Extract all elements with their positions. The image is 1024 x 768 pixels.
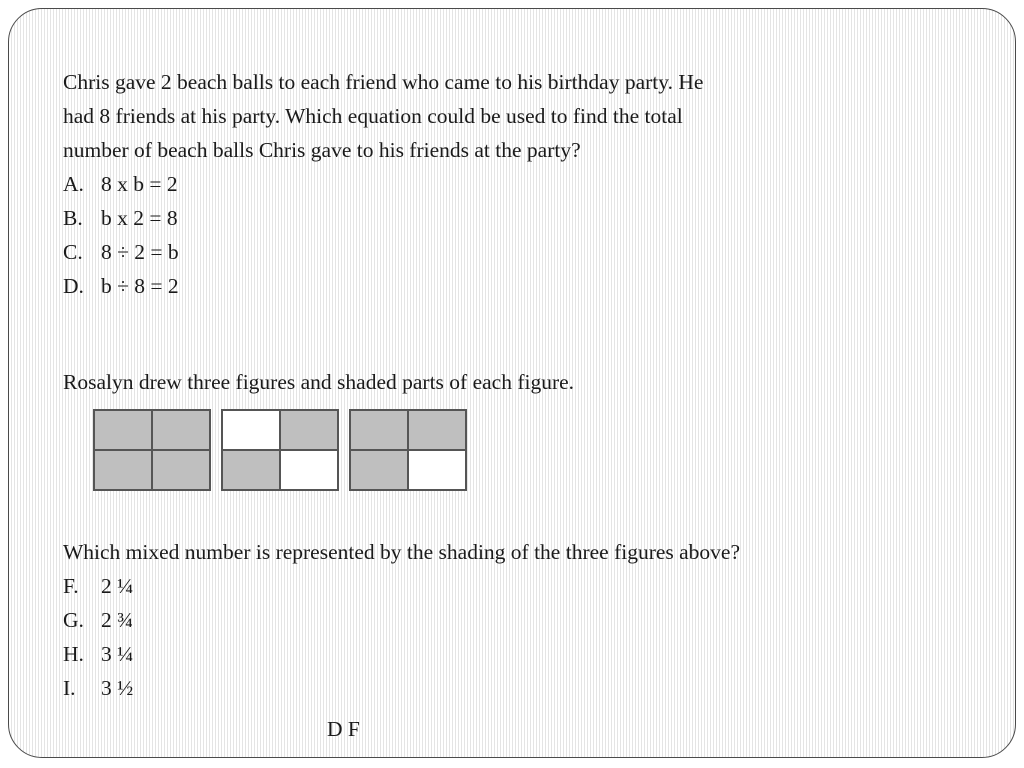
shaded-cell	[280, 410, 338, 450]
option-text: 3 ¼	[101, 642, 134, 666]
option-text: b ÷ 8 = 2	[101, 274, 179, 298]
question1-line-2: had 8 friends at his party. Which equation could be used to find the total	[63, 104, 683, 128]
option-letter: B.	[63, 206, 83, 230]
figure-1	[93, 409, 211, 491]
figure-3	[349, 409, 467, 491]
shaded-cell	[94, 450, 152, 490]
option-letter: F.	[63, 574, 79, 598]
question2-intro: Rosalyn drew three figures and shaded parts of each figure.	[63, 370, 575, 394]
option-text: 2 ¾	[101, 608, 134, 632]
question1-line-1: Chris gave 2 beach balls to each friend who came to his birthday party. He	[63, 70, 704, 94]
question2-option-g	[63, 610, 133, 632]
option-text: b x 2 = 8	[101, 206, 178, 230]
slide	[8, 8, 1016, 758]
option-text: 8 ÷ 2 = b	[101, 240, 179, 264]
question1-option-b	[63, 208, 178, 230]
question2-prompt: Which mixed number is represented by the shading of the three figures above?	[63, 540, 741, 564]
shaded-cell	[350, 410, 408, 450]
shaded-cell	[350, 450, 408, 490]
option-text: 8 x b = 2	[101, 172, 178, 196]
option-letter: A.	[63, 172, 84, 196]
option-letter: H.	[63, 642, 84, 666]
shaded-figures	[93, 409, 473, 495]
shaded-cell	[222, 450, 280, 490]
option-letter: I.	[63, 676, 76, 700]
question1-option-a	[63, 174, 178, 196]
question1-line-3: number of beach balls Chris gave to his friends at the party?	[63, 138, 581, 162]
option-letter: D.	[63, 274, 84, 298]
shaded-cell	[94, 410, 152, 450]
option-letter: G.	[63, 608, 84, 632]
unshaded-cell	[222, 410, 280, 450]
question1-option-d	[63, 276, 179, 298]
question1-option-c	[63, 242, 179, 264]
shaded-cell	[152, 410, 210, 450]
answer-key: D F	[327, 717, 360, 741]
option-letter: C.	[63, 240, 83, 264]
question2-option-h	[63, 644, 133, 666]
option-text: 2 ¼	[101, 574, 134, 598]
shaded-cell	[152, 450, 210, 490]
unshaded-cell	[280, 450, 338, 490]
question2-option-f	[63, 576, 133, 598]
unshaded-cell	[408, 450, 466, 490]
shaded-cell	[408, 410, 466, 450]
option-text: 3 ½	[101, 676, 134, 700]
figure-2	[221, 409, 339, 491]
question2-option-i	[63, 678, 133, 700]
